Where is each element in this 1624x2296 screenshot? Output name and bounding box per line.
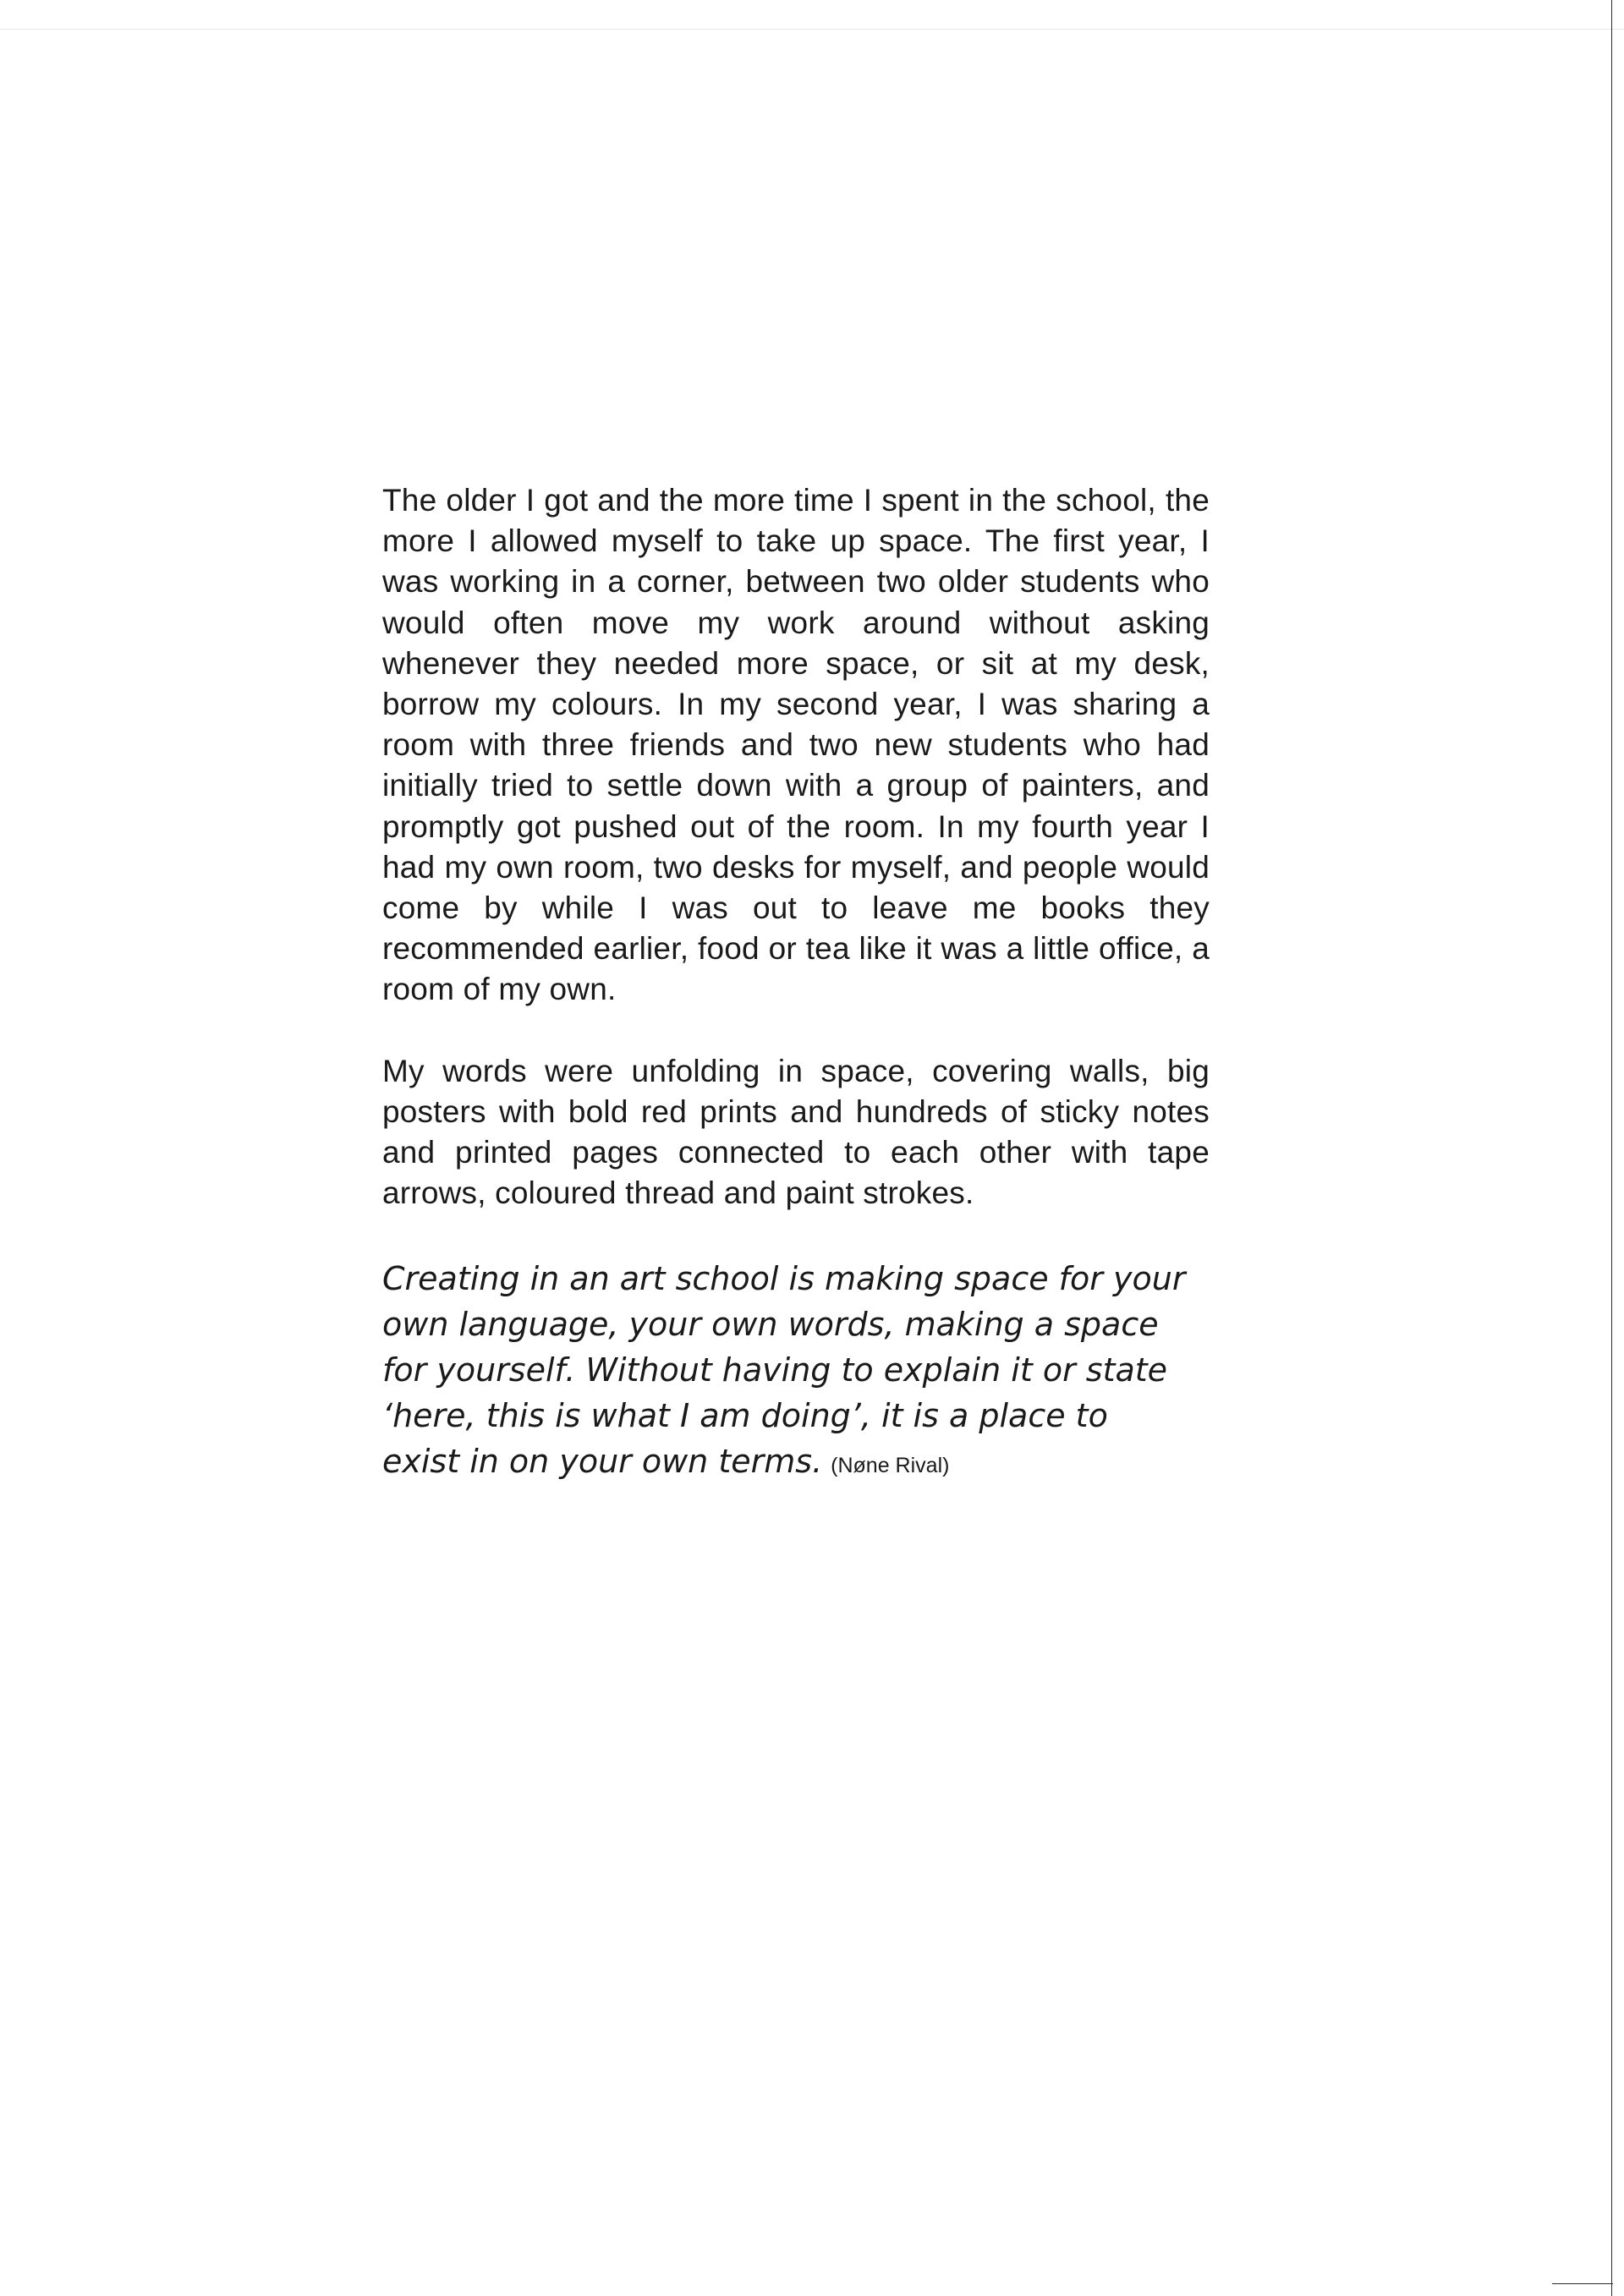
scan-edge-line (0, 29, 1624, 30)
scan-page-edge (1611, 0, 1612, 2296)
quote-text: Creating in an art school is making space for your own language, your own words, making a space for yourself. Without having to explain it or state ‘here, this is what I am doing’, it is a place to exist in on your own terms. (382, 1260, 1186, 1481)
body-text-block (382, 480, 1210, 1488)
quote (382, 1256, 1194, 1488)
quote-attribution: (Nøne Rival) (831, 1454, 950, 1478)
paragraph-2: My words were unfolding in space, covering walls, big posters with bold red prints and hundreds of sticky notes and printed pages connected to each other with tape arrows, coloured thread and paint strokes. (382, 1053, 1210, 1211)
scan-page-edge-bottom (1552, 2283, 1613, 2284)
paragraph-1: The older I got and the more time I spent in the school, the more I allowed myself to take up space. The first year, I was working in a corner, between two older students who would often move my work around without asking whenever they needed more space, or sit at my desk, borrow my colours. In my second year, I was sharing a room with three friends and two new students who had initially tried to settle down with a group of painters, and promptly got pushed out of the room. In my fourth year I had my own room, two desks for myself, and people would come by while I was out to leave me books they recommended earlier, food or tea like it was a little office, a room of my own. (382, 483, 1210, 1007)
